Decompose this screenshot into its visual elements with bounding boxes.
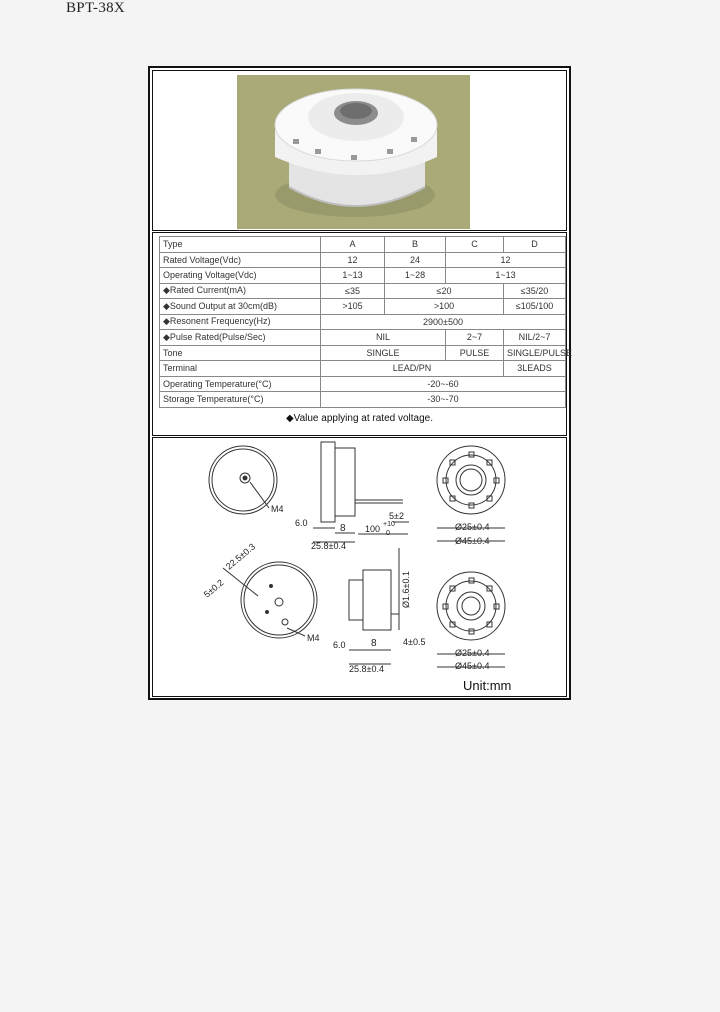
bottom-side-view: [333, 548, 425, 674]
spec-header-row: [160, 237, 566, 253]
spec-row: [160, 283, 566, 299]
dimension-drawing: [153, 438, 566, 696]
spec-cell: NIL/2~7: [504, 330, 566, 346]
spec-header-type: Type: [160, 237, 321, 253]
spec-row: [160, 392, 566, 408]
spec-row-label: ◆Pulse Rated(Pulse/Sec): [160, 330, 321, 346]
spec-cell: PULSE: [446, 345, 504, 361]
product-photo: [237, 75, 470, 229]
spec-row-label: ◆Rated Current(mA): [160, 283, 321, 299]
spec-cell: 12: [446, 252, 566, 268]
bottom-dim-16: Ø1.6±0.1: [401, 571, 411, 608]
top-dim-5: 5±2: [389, 511, 404, 521]
bottom-dim-5: 5±0.2: [201, 577, 226, 600]
spec-cell: ≤20: [385, 283, 504, 299]
document-title: BPT-38X: [66, 0, 126, 16]
top-side-view: [295, 442, 409, 551]
unit-label: Unit:mm: [463, 678, 512, 693]
spec-cell: 1~13: [321, 268, 385, 284]
spec-row-label: Storage Temperature(°C): [160, 392, 321, 408]
spec-header-col: A: [321, 237, 385, 253]
bottom-dim-4: 4±0.5: [403, 637, 426, 647]
spec-cell: ≤35/20: [504, 283, 566, 299]
spec-row: [160, 314, 566, 330]
spec-row: [160, 376, 566, 392]
top-dia-45: Ø45±0.4: [455, 536, 490, 546]
product-photo-panel: [152, 70, 567, 231]
spec-row: [160, 268, 566, 284]
bottom-dim-258: 25.8±0.4: [349, 664, 384, 674]
spec-row: [160, 361, 566, 377]
bottom-dia-45: Ø45±0.4: [455, 661, 490, 671]
top-dim-100-tol-lower: 0: [386, 530, 390, 537]
spec-cell: 12: [321, 252, 385, 268]
spec-row: [160, 252, 566, 268]
spec-cell: -20~-60: [321, 376, 566, 392]
spec-row-label: Terminal: [160, 361, 321, 377]
spec-cell: 1~28: [385, 268, 446, 284]
spec-row: [160, 330, 566, 346]
spec-row-label: ◆Resonent Frequency(Hz): [160, 314, 321, 330]
bottom-back-view: [437, 572, 505, 671]
top-dim-8: 8: [340, 523, 346, 534]
spec-cell: >105: [321, 299, 385, 315]
spec-row-label: ◆Sound Output at 30cm(dB): [160, 299, 321, 315]
spec-header-col: D: [504, 237, 566, 253]
spec-cell: -30~-70: [321, 392, 566, 408]
spec-row-label: Operating Temperature(°C): [160, 376, 321, 392]
spec-header-col: B: [385, 237, 446, 253]
top-dim-258: 25.8±0.4: [311, 541, 346, 551]
top-dim-100-tol: +10: [383, 521, 395, 528]
top-m4-label: M4: [271, 504, 284, 514]
rated-voltage-note: ◆Value applying at rated voltage.: [285, 413, 434, 424]
top-dim-100: 100: [365, 524, 381, 534]
spec-cell: 3LEADS: [504, 361, 566, 377]
spec-row: [160, 299, 566, 315]
spec-cell: 2~7: [446, 330, 504, 346]
spec-cell: SINGLE: [321, 345, 446, 361]
specification-table: [159, 236, 573, 408]
buzzer-photo-illustration: [237, 75, 470, 229]
top-back-view: [437, 446, 505, 546]
spec-cell: >100: [385, 299, 504, 315]
bottom-dim-8: 8: [371, 638, 377, 649]
top-front-view: [209, 446, 284, 514]
spec-cell: 24: [385, 252, 446, 268]
top-dim-6: 6.0: [295, 518, 308, 528]
spec-row: [160, 345, 566, 361]
bottom-m4-label: M4: [307, 633, 320, 643]
spec-header-col: C: [446, 237, 504, 253]
bottom-dia-25: Ø25±0.4: [455, 648, 490, 658]
bottom-dim-6: 6.0: [333, 640, 346, 650]
spec-row-label: Operating Voltage(Vdc): [160, 268, 321, 284]
spec-cell: SINGLE/PULSE: [504, 345, 566, 361]
spec-row-label: Tone: [160, 345, 321, 361]
spec-cell: LEAD/PN: [321, 361, 504, 377]
spec-row-label: Rated Voltage(Vdc): [160, 252, 321, 268]
top-dia-25: Ø25±0.4: [455, 522, 490, 532]
bottom-front-view: [202, 541, 320, 643]
spec-cell: ≤105/100: [504, 299, 566, 315]
bottom-dim-225: 22.5±0.3: [223, 541, 258, 572]
spec-cell: 2900±500: [321, 314, 566, 330]
spec-cell: ≤35: [321, 283, 385, 299]
datasheet-frame: [148, 66, 571, 700]
spec-cell: NIL: [321, 330, 446, 346]
dimension-drawings-panel: [152, 437, 567, 697]
spec-cell: 1~13: [446, 268, 566, 284]
specification-panel: [152, 232, 573, 436]
